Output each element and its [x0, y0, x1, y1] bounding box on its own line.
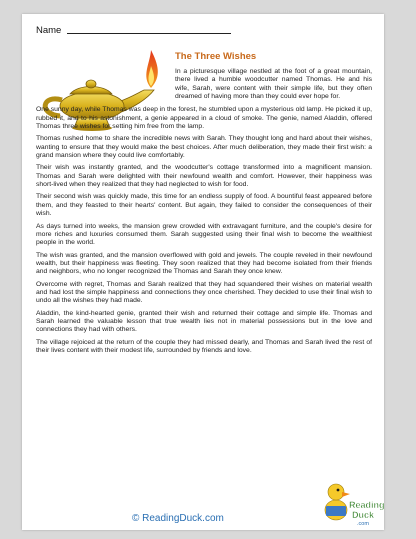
- paragraph-7: The wish was granted, and the mansion overflowed with gold and jewels. The couple reveled in their newfound wealth, but their happiness was fleeting. They soon realized that they had become isolated from their friends and neighbors, who no longer recognized the Thomas and Sarah they once knew.: [36, 251, 372, 276]
- logo-text-reading: Reading: [349, 500, 385, 510]
- copyright-link[interactable]: © ReadingDuck.com: [132, 513, 224, 524]
- paragraph-8: Overcome with regret, Thomas and Sarah realized that they had squandered their wishes on material wealth and had lost the simple happiness and connections they once cherished. They decided to use their final wish to undo all the wishes they had made.: [36, 280, 372, 305]
- story-title: The Three Wishes: [175, 51, 257, 62]
- reading-duck-logo: [322, 480, 385, 528]
- paragraph-6: As days turned into weeks, the mansion grew crowded with extravagant furniture, and the couple's desire for more riches and luxuries consumed them. Sarah suggested using their final wish to become the wealthiest people in the world.: [36, 222, 372, 247]
- name-field-row: [36, 25, 231, 36]
- paragraph-9: Aladdin, the kind-hearted genie, granted their wish and returned their cottage and simple life. Thomas and Sarah learned the valuable lesson that true wealth lies not in material possessions but in the love and connections they had with others.: [36, 309, 372, 334]
- worksheet-page: [22, 14, 384, 530]
- logo-text-suffix: .com: [357, 521, 369, 527]
- paragraph-3: Thomas rushed home to share the incredible news with Sarah. They thought long and hard about their wishes, wanting to ensure that they would make the best choices. After much deliberation, they made their first wish: a grand mansion where they could live comfortably.: [36, 135, 372, 160]
- paragraph-10: The village rejoiced at the return of the couple they had missed dearly, and Thomas and Sarah lived the rest of their lives content with their modest life, surrounded by friends and love.: [36, 338, 372, 354]
- paragraph-4: Their wish was instantly granted, and the woodcutter's cottage transformed into a magnificent mansion. Thomas and Sarah were delighted with their newfound wealth and comfort. However, their happiness was short-lived when they realized that they had neglected to wish for food.: [36, 164, 372, 189]
- paragraph-2: One sunny day, while Thomas was deep in the forest, he stumbled upon a mysterious old lamp. He picked it up, rubbed it, and to his astonishment, a genie appeared in a cloud of smoke. The genie, named Aladdin, offered Thomas three wishes for setting him free from the lamp.: [36, 106, 372, 131]
- name-label: Name: [36, 25, 62, 36]
- story-text: [36, 68, 372, 359]
- logo-text-duck: Duck: [352, 510, 375, 520]
- paragraph-1: In a picturesque village nestled at the foot of a great mountain, there lived a humble woodcutter named Thomas. He and his wife, Sarah, were content with their simple life, but they often dreamed of having more than they could ever hope for.: [175, 68, 372, 101]
- name-write-line[interactable]: [67, 33, 231, 34]
- paragraph-5: Their second wish was quickly made, this time for an endless supply of food. A bountiful feast appeared before them, and they feasted to their hearts' content. But again, they failed to consider the consequences of their wish.: [36, 193, 372, 218]
